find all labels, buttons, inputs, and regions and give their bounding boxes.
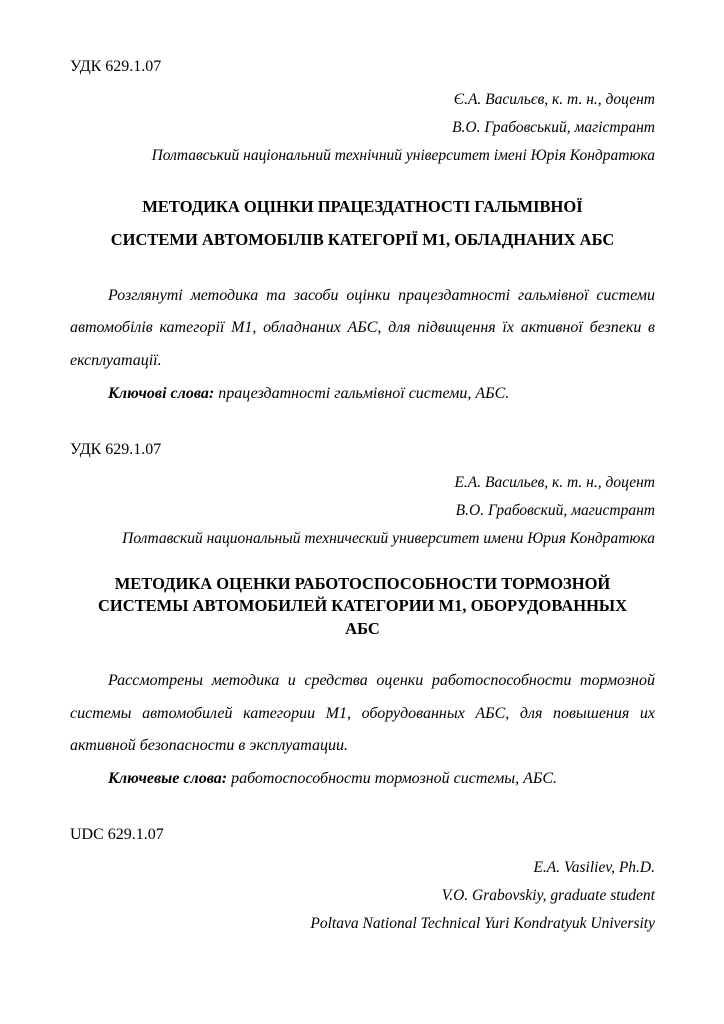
author-line: V.O. Grabovskiy, graduate student xyxy=(441,886,655,904)
abstract-uk: Розглянуті методика та засоби оцінки працездатності гальмівної системи автомобілів категорії М1, обладнаних АБС, для підвищення їх активної безпеки в експлуатації. xyxy=(70,286,655,370)
title-line: СИСТЕМИ АВТОМОБІЛІВ КАТЕГОРІЇ М1, ОБЛАДНАНИХ АБС xyxy=(110,229,615,249)
paper-title-ru xyxy=(70,573,655,641)
title-line: МЕТОДИКА ОЦЕНКИ РАБОТОСПОСОБНОСТИ ТОРМОЗНОЙ xyxy=(114,573,611,593)
keywords-label: Ключевые слова: xyxy=(108,770,228,788)
authors-block-uk xyxy=(70,86,655,170)
keywords-ru xyxy=(70,763,655,796)
title-line: СИСТЕМЫ АВТОМОБИЛЕЙ КАТЕГОРИИ М1, ОБОРУДОВАННЫХ xyxy=(97,596,628,616)
author-line: Е.А. Васильев, к. т. н., доцент xyxy=(454,473,655,491)
udc-code-en: UDC 629.1.07 xyxy=(70,826,164,844)
author-line: В.О. Грабовський, магістрант xyxy=(452,118,655,136)
title-line: МЕТОДИКА ОЦІНКИ ПРАЦЕЗДАТНОСТІ ГАЛЬМІВНОЇ xyxy=(142,196,583,216)
title-line: АБС xyxy=(345,619,380,639)
section-english xyxy=(70,826,655,938)
udc-code-uk: УДК 629.1.07 xyxy=(70,58,162,75)
author-line: E.A. Vasiliev, Ph.D. xyxy=(533,859,655,877)
section-ukrainian xyxy=(70,58,655,411)
paper-title-uk xyxy=(70,190,655,256)
section-russian xyxy=(70,441,655,796)
affiliation-line: Полтавский национальный технический университет имени Юрия Кондратюка xyxy=(122,529,655,547)
affiliation-line: Полтавський національний технічний університет імені Юрія Кондратюка xyxy=(151,146,655,164)
author-line: Є.А. Васильєв, к. т. н., доцент xyxy=(453,91,655,108)
keywords-text: работоспособности тормозной системы, АБС. xyxy=(231,770,558,788)
udc-code-ru: УДК 629.1.07 xyxy=(70,440,162,458)
affiliation-line: Poltava National Technical Yuri Kondratyuk University xyxy=(310,914,655,932)
authors-block-en xyxy=(70,854,655,938)
keywords-uk xyxy=(70,378,655,411)
authors-block-ru xyxy=(70,469,655,553)
keywords-label: Ключові слова: xyxy=(108,385,215,403)
keywords-text: працездатності гальмівної системи, АБС. xyxy=(218,385,510,403)
abstract-ru: Рассмотрены методика и средства оценки работоспособности тормозной системы автомобилей категории М1, оборудованных АБС, для повышения их активной безопасности в эксплуатации. xyxy=(70,671,655,755)
author-line: В.О. Грабовский, магистрант xyxy=(455,501,655,519)
